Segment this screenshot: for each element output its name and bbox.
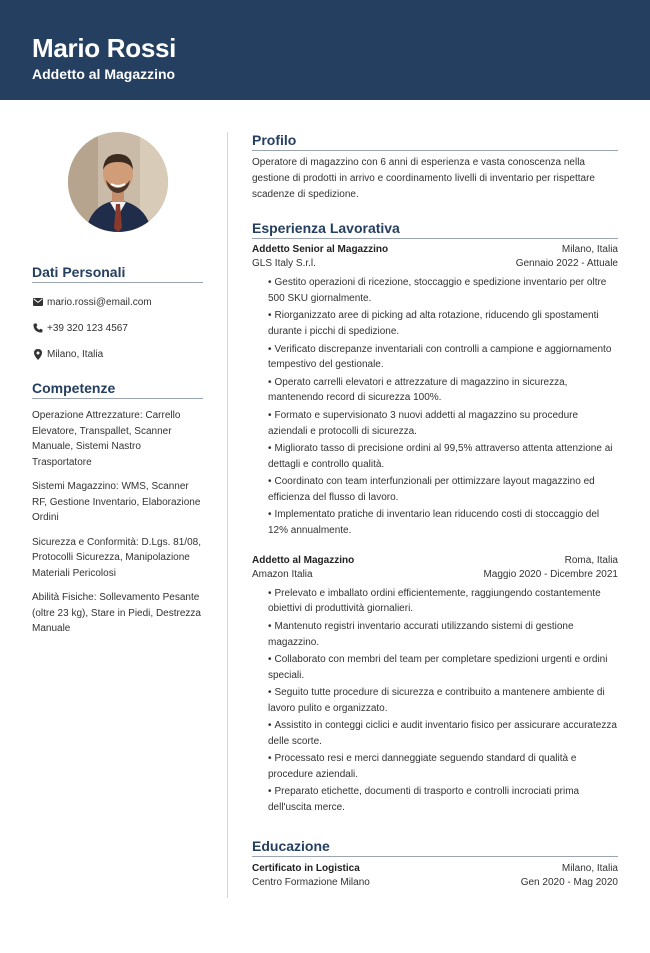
bullet-item: • Preparato etichette, documenti di trasporto e controlli incrociati prima dell'uscita merce. [268, 786, 580, 813]
personal-data-heading: Dati Personali [32, 264, 203, 283]
bullet-item: • Coordinato con team interfunzionali per ottimizzare layout magazzino ed efficienza del flusso di lavoro. [268, 475, 595, 503]
education-title: Certificato in Logistica [252, 862, 360, 874]
bullet-item: • Operato carrelli elevatori e attrezzature di magazzino in sicurezza, mantenendo record di sicurezza 100%. [268, 376, 568, 404]
bullet-item: • Riorganizzato aree di picking ad alta rotazione, riducendo gli spostamenti durante i picchi di spedizione. [268, 310, 599, 338]
education-location: Milano, Italia [561, 862, 618, 874]
profile-photo [68, 132, 168, 232]
skills-heading: Competenze [32, 380, 203, 399]
contact-location [32, 347, 203, 361]
profile-summary: Operatore di magazzino con 6 anni di esperienza e vasta conoscenza nella gestione di prodotti in arrivo e coordinamento livelli di inventario per rispettare scadenze di spedizione. [252, 157, 595, 200]
skill-item: Abilità Fisiche: Sollevamento Pesante (oltre 23 kg), Stare in Piedi, Destrezza Manuale [32, 592, 201, 634]
job-bullets [252, 586, 618, 816]
job-title: Addetto al Magazzino [252, 554, 355, 566]
mail-icon [32, 297, 43, 308]
full-name: Mario Rossi [32, 33, 177, 63]
right-column [252, 132, 618, 890]
job-entry [252, 243, 618, 538]
bullet-item: • Migliorato tasso di precisione ordini al 99,5% attraverso attenta attenzione ai dettagli e controllo qualità. [268, 442, 613, 470]
skill-item: Sicurezza e Conformità: D.Lgs. 81/08, Protocolli Sicurezza, Manipolazione Materiali Pericolosi [32, 536, 201, 579]
job-dates: Gennaio 2022 - Attuale [515, 258, 618, 270]
skill-item: Sistemi Magazzino: WMS, Scanner RF, Gestione Inventario, Elaborazione Ordini [32, 481, 201, 523]
education-entry [252, 862, 618, 890]
bullet-item: • Gestito operazioni di ricezione, stoccaggio e spedizione inventario per oltre 500 SKU giornalmente. [268, 277, 607, 305]
job-company: GLS Italy S.r.l. [252, 258, 316, 270]
job-company: Amazon Italia [252, 568, 313, 580]
bullet-item: • Processato resi e merci danneggiate seguendo standard di qualità e procedure aziendali. [268, 753, 577, 780]
portrait-image [68, 132, 168, 232]
contact-email[interactable] [32, 295, 203, 309]
job-dates: Maggio 2020 - Dicembre 2021 [483, 568, 618, 580]
skill-item: Operazione Attrezzature: Carrello Elevatore, Transpallet, Scanner Manuale, Sistemi Nastro Trasportatore [32, 410, 181, 468]
bullet-item: • Seguito tutte procedure di sicurezza e contribuito a mantenere ambiente di lavoro pulito e organizzato. [268, 686, 605, 714]
bullet-item: • Formato e supervisionato 3 nuovi addetti al magazzino su procedure aziendali e protocolli di sicurezza. [268, 409, 579, 437]
job-title: Addetto Senior al Magazzino [252, 244, 389, 256]
job-role: Addetto al Magazzino [32, 66, 176, 82]
header-banner [0, 0, 650, 100]
contact-email-text: mario.rossi@email.com [47, 296, 152, 308]
education-dates: Gen 2020 - Mag 2020 [520, 876, 618, 888]
bullet-item: • Prelevato e imballato ordini efficientemente, raggiungendo costantemente obiettivi di produttività giornalieri. [268, 587, 601, 615]
contact-phone-text: +39 320 123 4567 [47, 322, 128, 334]
profile-heading: Profilo [252, 132, 618, 151]
bullet-item: • Implementato pratiche di inventario lean riducendo costi di stoccaggio del 12% annualmente. [268, 509, 600, 536]
column-divider [227, 132, 228, 898]
experience-heading: Esperienza Lavorativa [252, 220, 618, 239]
bullet-item: • Verificato discrepanze inventariali con controlli a campione e aggiornamento tempestivo del gestionale. [268, 343, 612, 371]
job-entry [252, 554, 618, 816]
bullet-item: • Assistito in conteggi ciclici e audit inventario fisico per assicurare accuratezza delle scorte. [268, 720, 617, 747]
job-location: Milano, Italia [561, 244, 618, 256]
bullet-item: • Collaborato con membri del team per completare spedizioni urgenti e ordini speciali. [268, 653, 608, 681]
bullet-item: • Mantenuto registri inventario accurati utilizzando sistemi di gestione magazzino. [268, 620, 574, 648]
phone-icon [32, 323, 43, 334]
left-column [32, 132, 203, 637]
education-heading: Educazione [252, 838, 618, 857]
job-location: Roma, Italia [564, 554, 618, 566]
contact-location-text: Milano, Italia [47, 348, 104, 360]
location-pin-icon [32, 349, 43, 360]
job-bullets [252, 275, 618, 538]
education-school: Centro Formazione Milano [252, 876, 370, 888]
contact-phone[interactable] [32, 321, 203, 335]
